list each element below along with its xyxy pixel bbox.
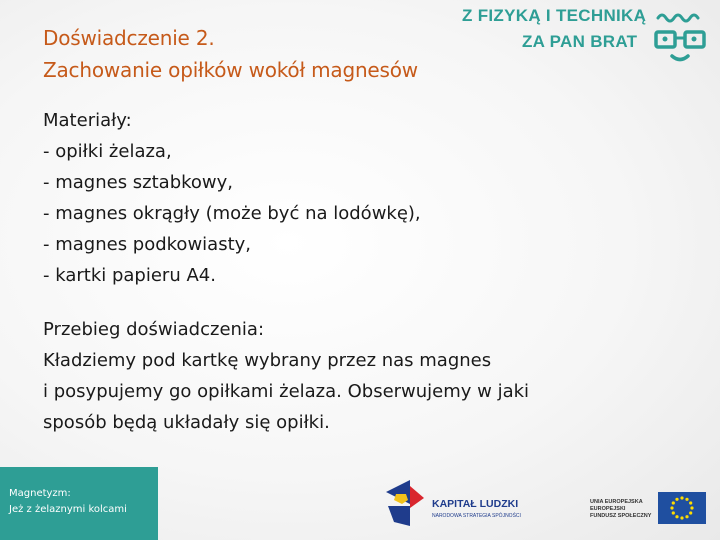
slide-body (43, 105, 683, 438)
funding-logos (380, 478, 712, 528)
brand-line-2: ZA PAN BRAT (522, 32, 638, 51)
brand-line-1: Z FIZYKĄ I TECHNIKĄ (462, 6, 647, 25)
kapital-ludzki-subtitle: NARODOWA STRATEGIA SPÓJNOŚCI (432, 513, 521, 519)
eu-line-2: EUROPEJSKI (590, 506, 626, 512)
glasses-mustache-face-icon (652, 8, 710, 66)
procedure-heading: Przebieg doświadczenia: (43, 319, 265, 340)
footer-topic-line-2: Jeż z żelaznymi kolcami (9, 504, 127, 515)
eu-line-1: UNIA EUROPEJSKA (590, 499, 643, 505)
materials-item: - magnes podkowiasty, (43, 234, 252, 255)
project-brand (462, 6, 712, 68)
procedure-line: sposób będą układały się opiłki. (43, 412, 330, 433)
materials-item: - magnes sztabkowy, (43, 172, 234, 193)
materials-item: - opiłki żelaza, (43, 141, 172, 162)
section-spacer (43, 291, 683, 314)
eu-line-3: FUNDUSZ SPOŁECZNY (590, 513, 652, 519)
footer-topic-line-1: Magnetyzm: (9, 488, 71, 499)
kapital-ludzki-text (432, 498, 521, 519)
kapital-ludzki-logo-icon (380, 478, 428, 528)
materials-item: - magnes okrągły (może być na lodówkę), (43, 203, 421, 224)
procedure-line: Kładziemy pod kartkę wybrany przez nas magnes (43, 350, 492, 371)
kapital-ludzki-title: KAPITAŁ LUDZKI (432, 498, 519, 510)
slide-title (43, 22, 513, 86)
eu-flag-icon (658, 492, 706, 524)
procedure-line: i posypujemy go opiłkami żelaza. Obserwujemy w jaki (43, 381, 530, 402)
materials-heading: Materiały: (43, 110, 132, 131)
title-line-1: Doświadczenie 2. (43, 26, 215, 50)
footer-topic-box (0, 467, 158, 540)
eu-text (590, 499, 651, 520)
title-line-2: Zachowanie opiłków wokół magnesów (43, 58, 418, 82)
materials-item: - kartki papieru A4. (43, 265, 216, 286)
